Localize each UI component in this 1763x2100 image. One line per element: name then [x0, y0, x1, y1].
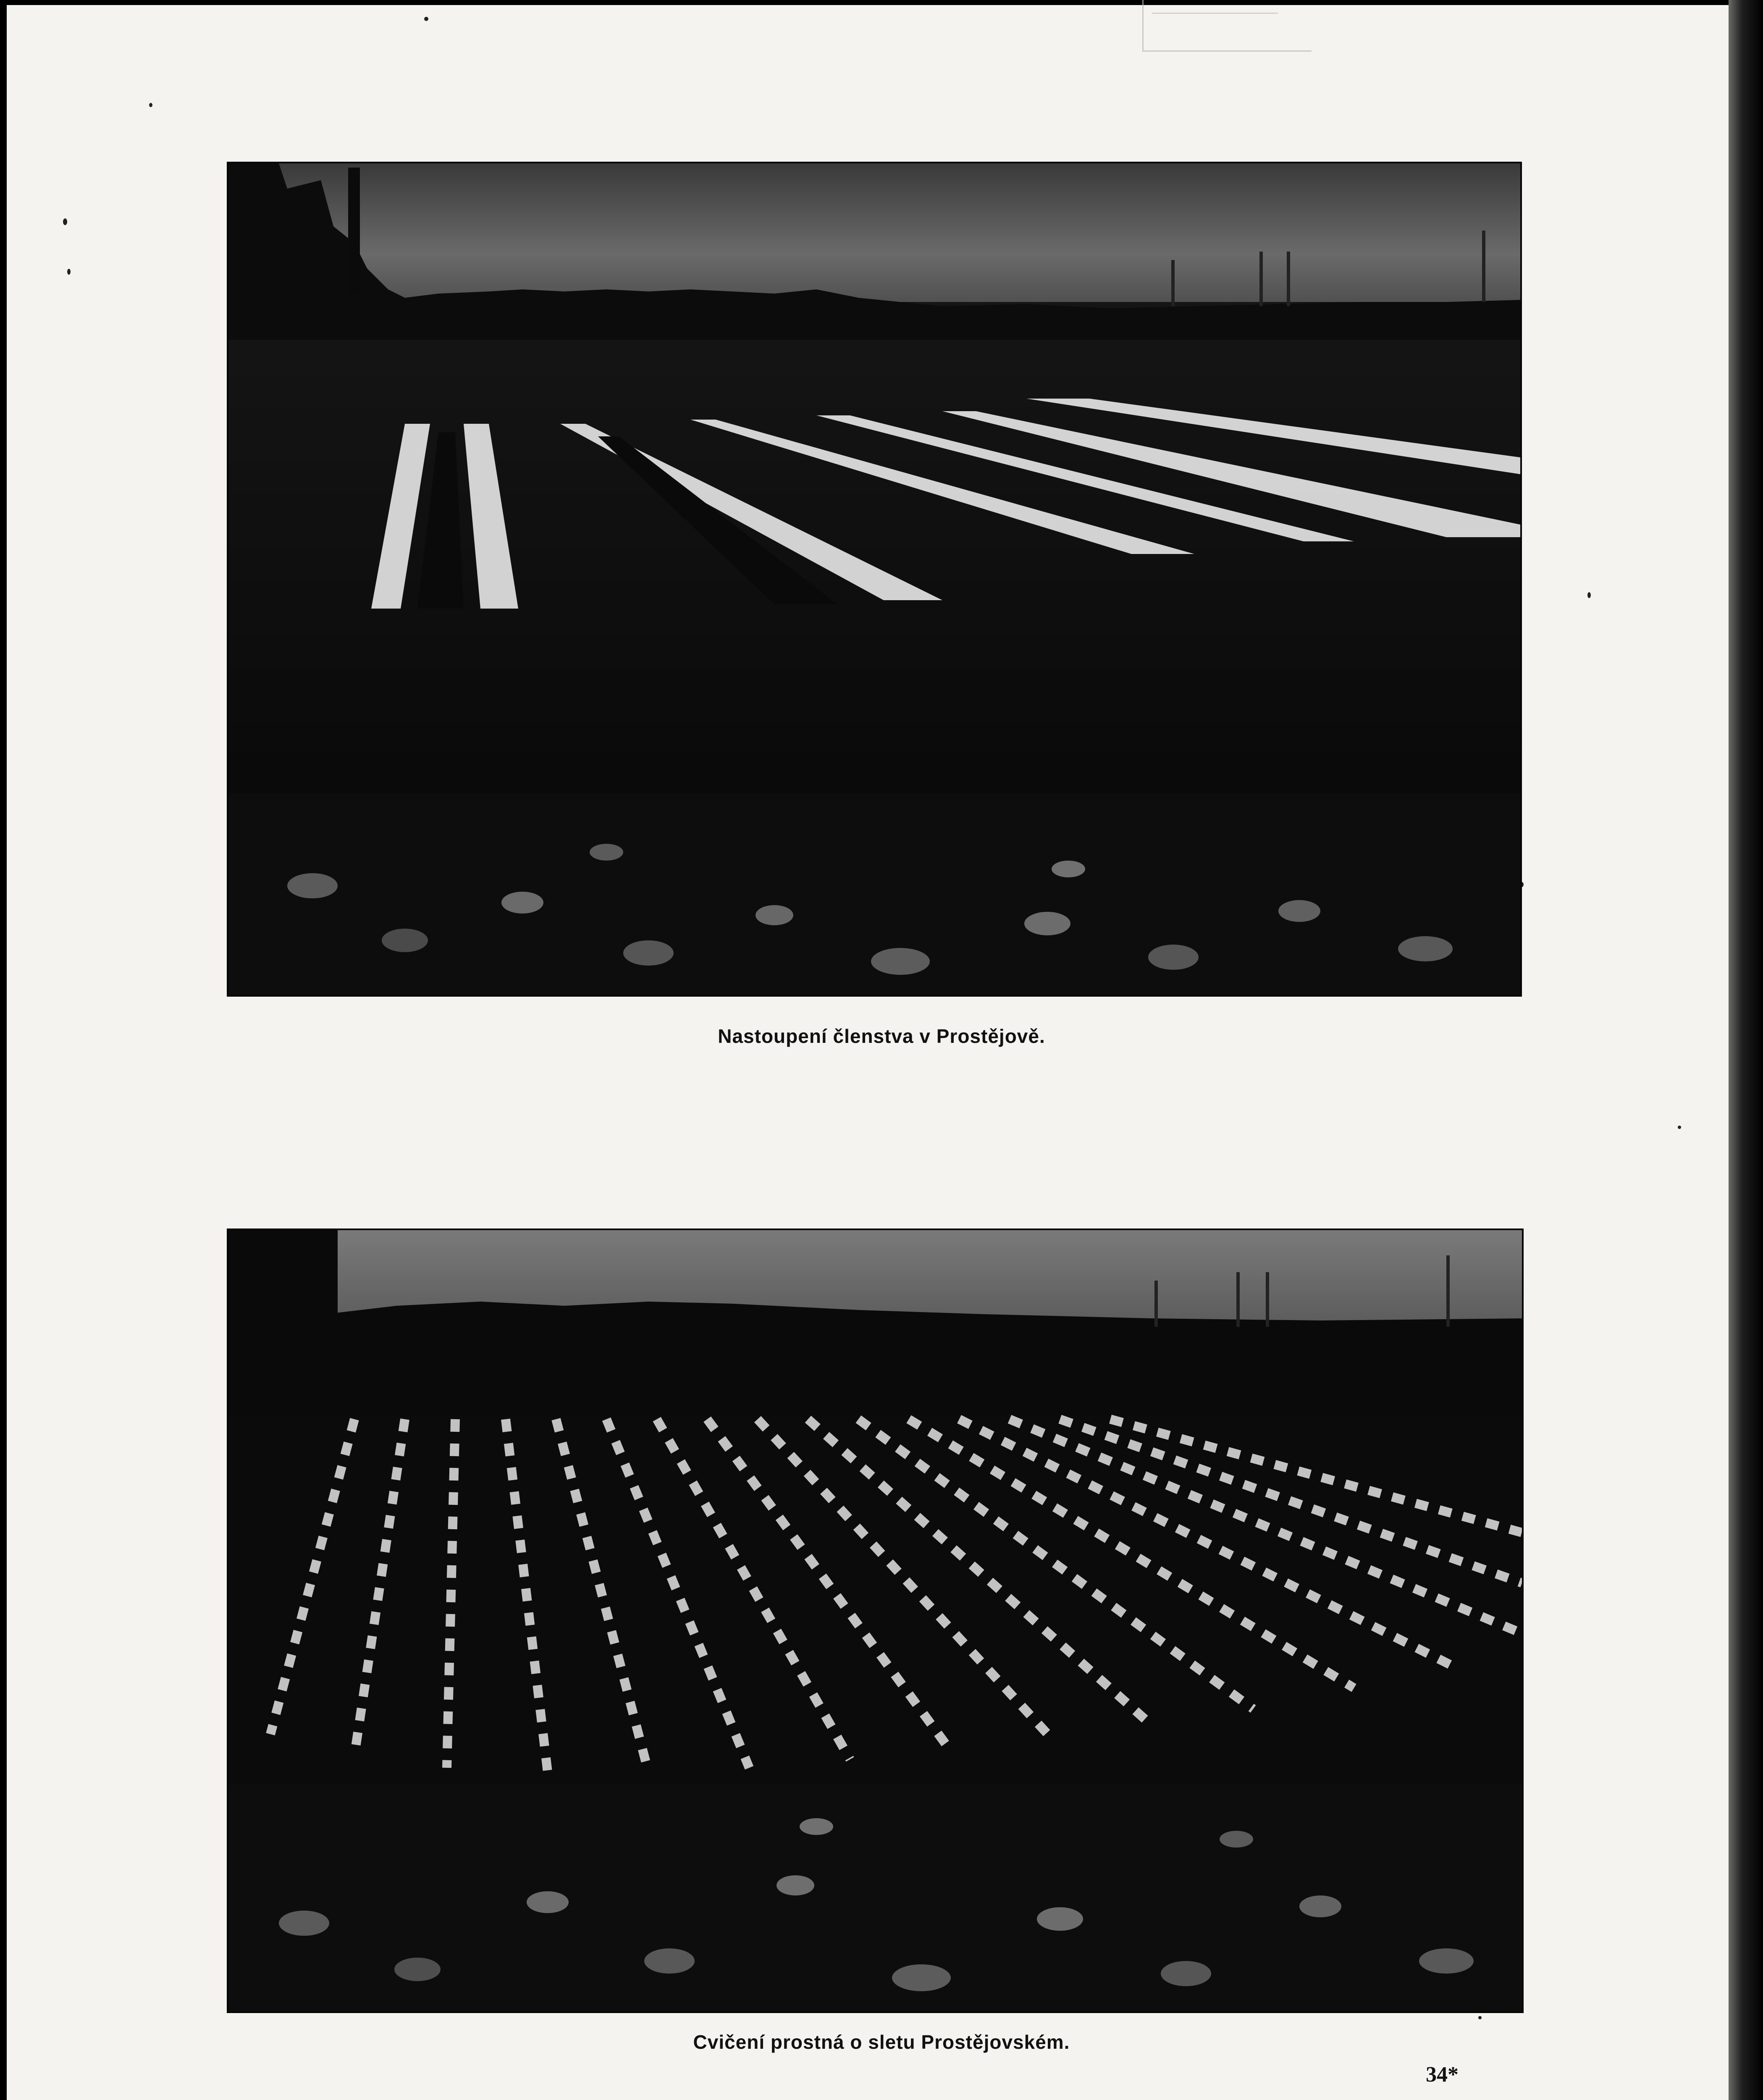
- corner-pencil-mark: [1142, 0, 1312, 52]
- lamp-post: [1171, 260, 1175, 306]
- dust-speck: [424, 17, 428, 21]
- lamp-post: [1259, 252, 1263, 306]
- lamp-post: [1446, 1255, 1450, 1327]
- scan-edge-shadow: [1729, 0, 1763, 2100]
- spectator-crowd: [228, 793, 1520, 995]
- caption-top: Nastoupení členstva v Prostějově.: [718, 1025, 1045, 1047]
- lamp-post: [1154, 1281, 1158, 1327]
- chimney: [321, 1230, 338, 1327]
- caption-bottom: Cvičení prostná o sletu Prostějovském.: [693, 2031, 1070, 2053]
- dust-speck: [1678, 1126, 1681, 1129]
- photograph-icon: [228, 163, 1520, 995]
- lamp-post: [1287, 252, 1290, 306]
- dust-speck: [63, 218, 67, 225]
- lamp-post: [1482, 231, 1485, 302]
- sky: [228, 163, 1520, 315]
- dust-speck: [1478, 2016, 1482, 2019]
- dust-speck: [149, 103, 152, 107]
- photo-free-exercises: [227, 1228, 1524, 2013]
- lamp-post: [1266, 1272, 1269, 1327]
- page-number: 34*: [1426, 2063, 1459, 2087]
- dust-speck: [1587, 592, 1591, 598]
- lamp-post: [1236, 1272, 1240, 1327]
- photograph-icon: [228, 1230, 1522, 2011]
- photo-members-assembly: [227, 162, 1522, 997]
- chimney: [348, 168, 360, 294]
- spectator-crowd: [228, 1785, 1522, 2011]
- dust-speck: [67, 269, 71, 275]
